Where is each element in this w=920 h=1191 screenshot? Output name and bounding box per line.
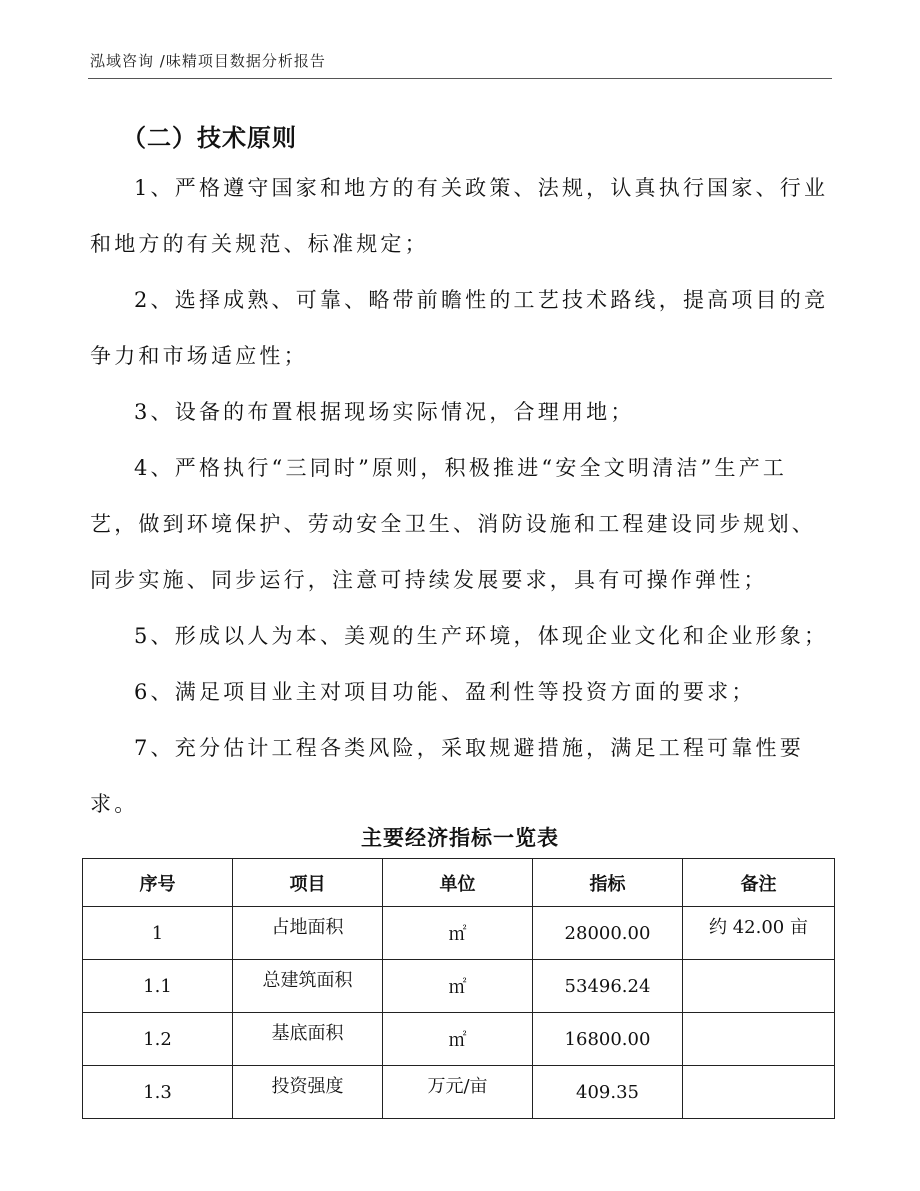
- header-divider: [88, 78, 832, 79]
- table-row: [83, 960, 835, 1013]
- running-header: 泓域咨询 /味精项目数据分析报告: [90, 52, 326, 70]
- table-cell: [683, 1066, 835, 1119]
- column-header: 备注: [683, 859, 835, 907]
- table-cell: 1.3: [83, 1066, 233, 1119]
- table-cell: 1.1: [83, 960, 233, 1013]
- table-cell: [683, 1013, 835, 1066]
- paragraph: 1、严格遵守国家和地方的有关政策、法规，认真执行国家、行业和地方的有关规范、标准规定；: [90, 176, 829, 256]
- table-cell: 1.2: [83, 1013, 233, 1066]
- table-cell: 总建筑面积: [233, 960, 383, 1013]
- principles-body: [90, 160, 830, 832]
- column-header: 单位: [383, 859, 533, 907]
- table-cell: 409.35: [533, 1066, 683, 1119]
- column-header: 序号: [83, 859, 233, 907]
- table-cell: 约 42.00 亩: [683, 907, 835, 960]
- paragraph: 3、设备的布置根据现场实际情况，合理用地；: [134, 400, 635, 424]
- table-cell: 基底面积: [233, 1013, 383, 1066]
- paragraph: 2、选择成熟、可靠、略带前瞻性的工艺技术路线，提高项目的竞争力和市场适应性；: [90, 288, 829, 368]
- table-cell: ㎡: [383, 960, 533, 1013]
- table-cell: 16800.00: [533, 1013, 683, 1066]
- table-cell: 28000.00: [533, 907, 683, 960]
- paragraph: 4、严格执行“三同时”原则，积极推进“安全文明清洁”生产工艺，做到环境保护、劳动安全卫生、消防设施和工程建设同步规划、同步实施、同步运行，注意可持续发展要求，具有可操作弹性；: [90, 456, 816, 592]
- table-header-row: [83, 859, 835, 907]
- paragraph: 6、满足项目业主对项目功能、盈利性等投资方面的要求；: [134, 680, 756, 704]
- table-cell: ㎡: [383, 1013, 533, 1066]
- table-row: [83, 1066, 835, 1119]
- table-row: [83, 907, 835, 960]
- table-row: [83, 1013, 835, 1066]
- paragraph: 5、形成以人为本、美观的生产环境，体现企业文化和企业形象；: [134, 624, 829, 648]
- section-title: （二）技术原则: [122, 124, 297, 152]
- paragraph: 7、充分估计工程各类风险，采取规避措施，满足工程可靠性要求。: [90, 736, 804, 816]
- table-cell: 万元/亩: [383, 1066, 533, 1119]
- table-cell: ㎡: [383, 907, 533, 960]
- column-header: 项目: [233, 859, 383, 907]
- table-title: 主要经济指标一览表: [361, 826, 559, 850]
- table-cell: 占地面积: [233, 907, 383, 960]
- table-cell: 53496.24: [533, 960, 683, 1013]
- table-cell: [683, 960, 835, 1013]
- column-header: 指标: [533, 859, 683, 907]
- economic-indicators-table: [82, 858, 835, 1119]
- table-cell: 1: [83, 907, 233, 960]
- table-cell: 投资强度: [233, 1066, 383, 1119]
